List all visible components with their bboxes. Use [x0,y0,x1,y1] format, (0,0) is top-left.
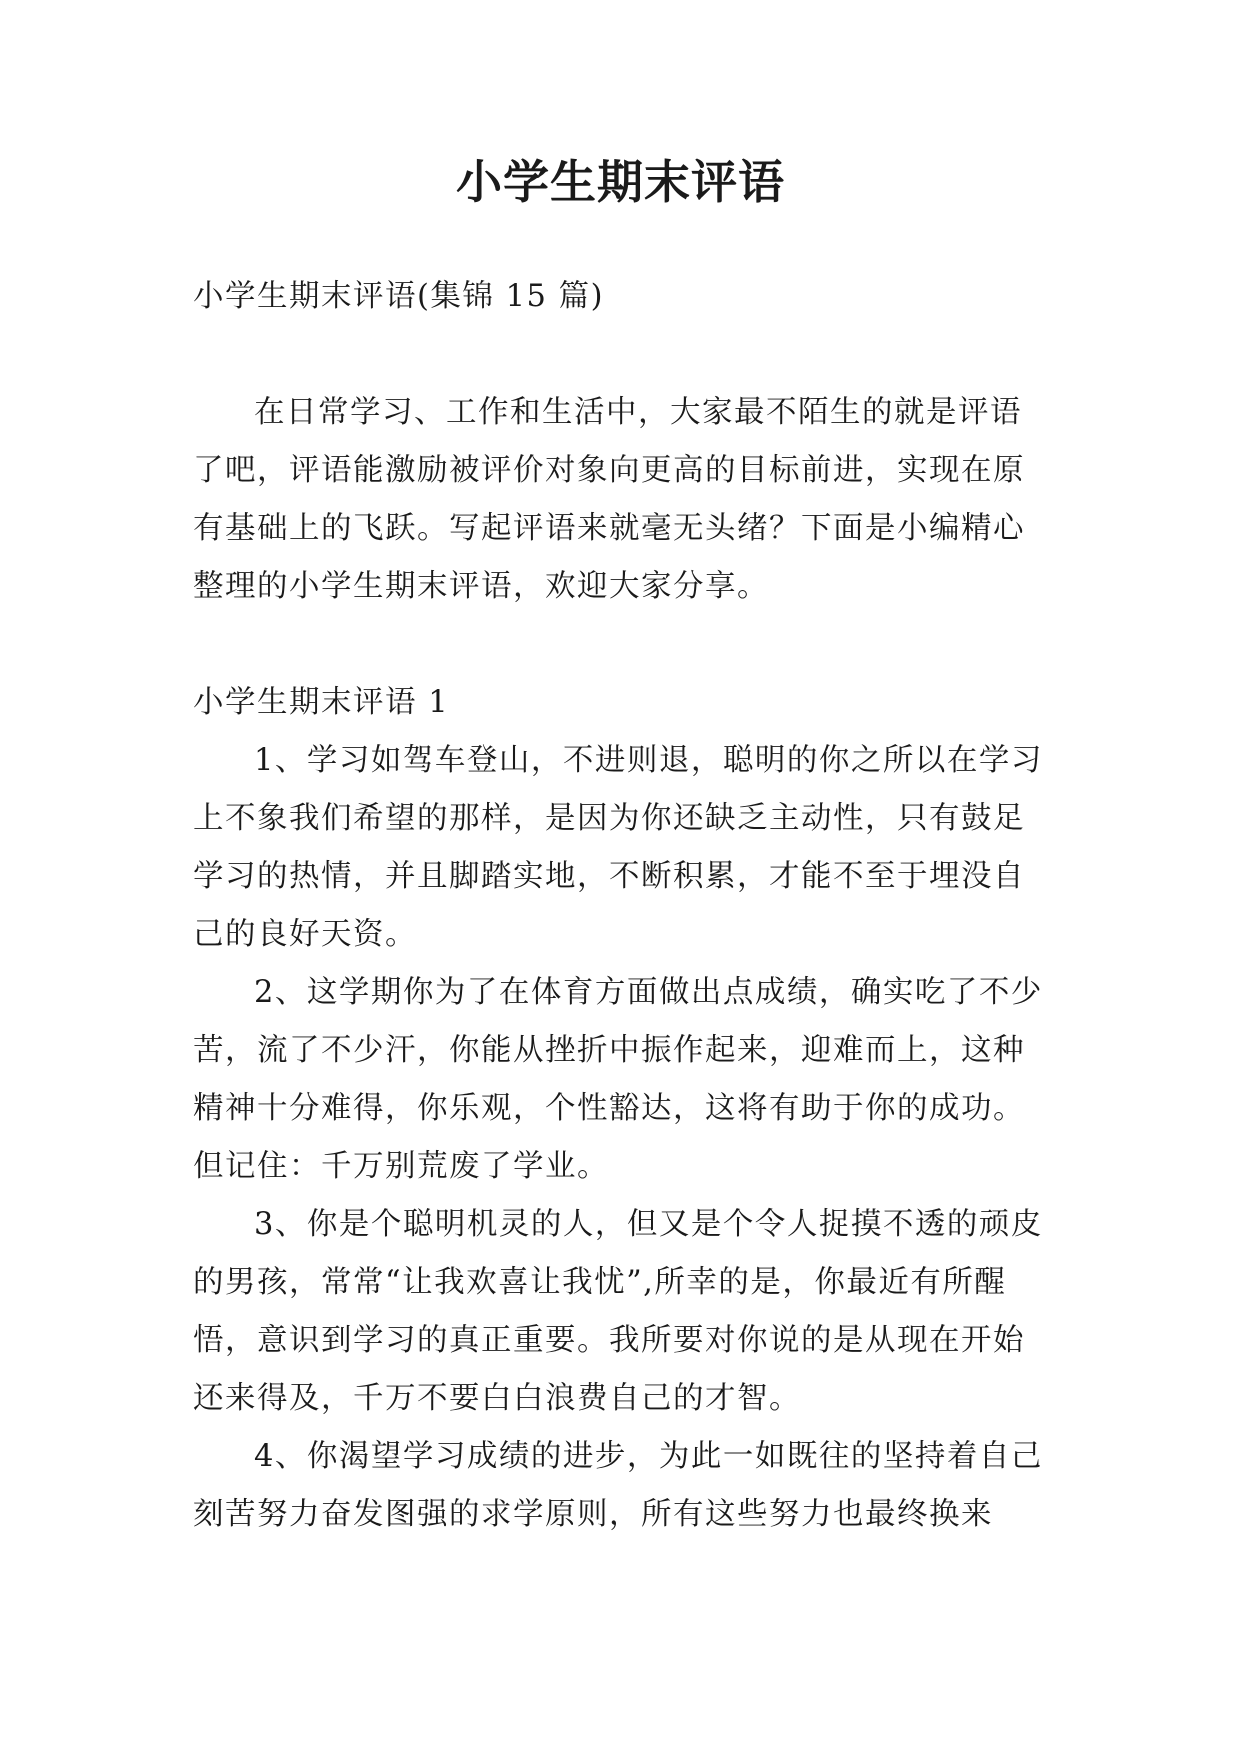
document-title: 小学生期末评语 [456,155,785,209]
comment-item-4: 4、你渴望学习成绩的进步，为此一如既往的坚持着自己刻苦努力奋发图强的求学原则，所有这些努力也最终换来 [193,1439,1043,1532]
comment-item-2: 2、这学期你为了在体育方面做出点成绩，确实吃了不少苦，流了不少汗，你能从挫折中振作起来，迎难而上，这种精神十分难得，你乐观，个性豁达，这将有助于你的成功。但记住：千万别荒废了学业。 [193,975,1043,1184]
document-subtitle: 小学生期末评语(集锦 15 篇) [193,279,604,314]
section-heading: 小学生期末评语 1 [193,685,450,720]
intro-paragraph: 在日常学习、工作和生活中，大家最不陌生的就是评语了吧，评语能激励被评价对象向更高的目标前进，实现在原有基础上的飞跃。写起评语来就毫无头绪？下面是小编精心整理的小学生期末评语，欢迎大家分享。 [193,395,1025,604]
comment-item-3: 3、你是个聪明机灵的人，但又是个令人捉摸不透的顽皮的男孩，常常“让我欢喜让我忧”,所幸的是，你最近有所醒悟，意识到学习的真正重要。我所要对你说的是从现在开始还来得及，千万不要白白浪费自己的才智。 [193,1207,1043,1416]
comment-item-1: 1、学习如驾车登山，不进则退，聪明的你之所以在学习上不象我们希望的那样，是因为你还缺乏主动性，只有鼓足学习的热情，并且脚踏实地，不断积累，才能不至于埋没自己的良好天资。 [193,743,1043,952]
document-body [193,268,1053,1544]
